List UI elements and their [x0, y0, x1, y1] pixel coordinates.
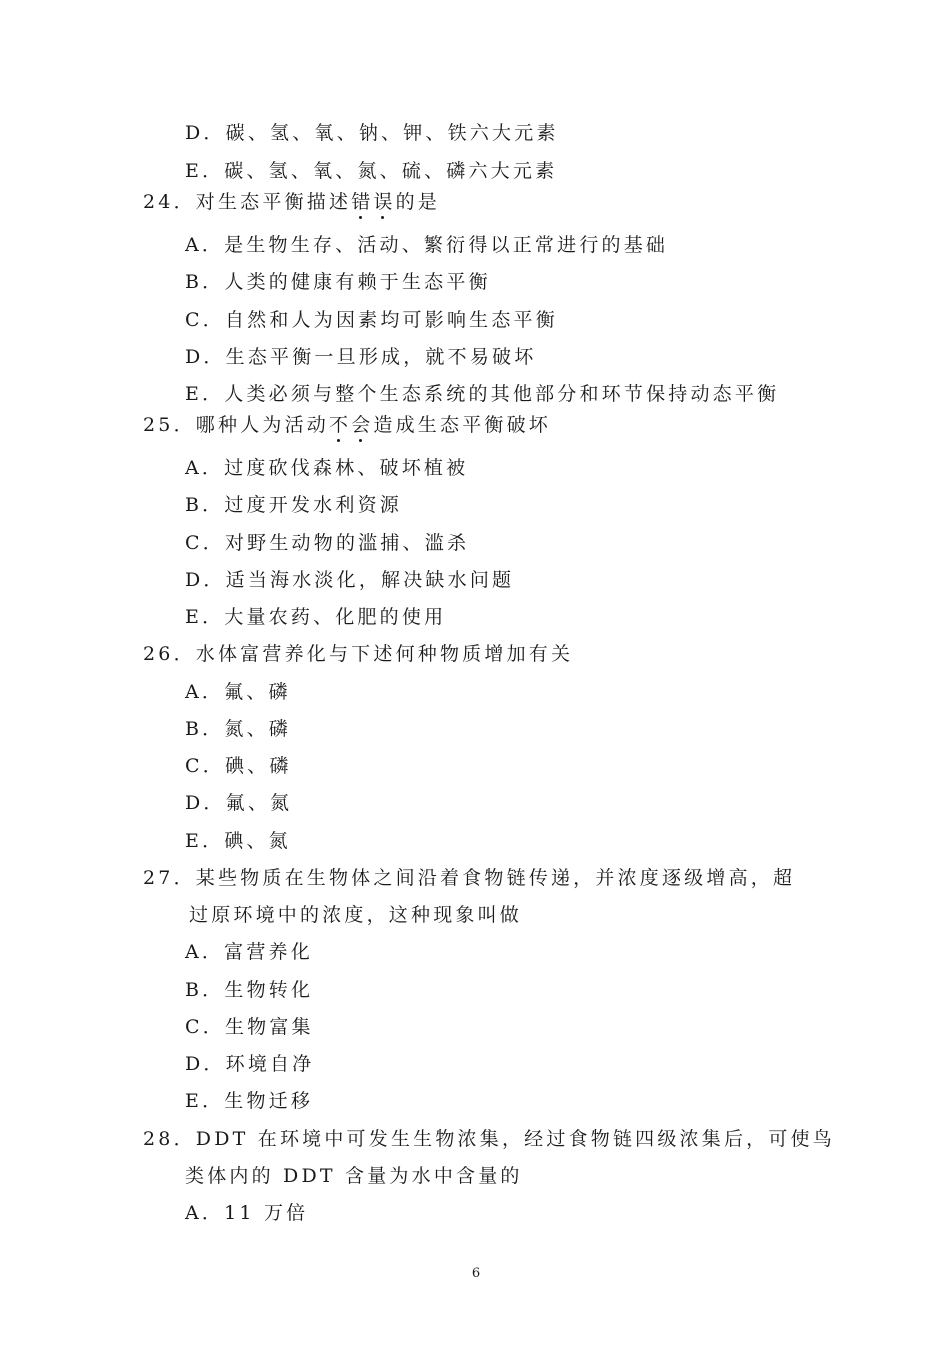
q27-option-a: A．富营养化 [185, 941, 313, 963]
q28-stem-line-2: 类体内的 DDT 含量为水中含量的 [185, 1165, 523, 1187]
q23-option-d: D．碳、氢、氧、钠、钾、铁六大元素 [185, 122, 559, 144]
q24-stem-text-end: 的是 [395, 191, 440, 213]
q27-option-e: E．生物迁移 [185, 1090, 314, 1112]
q24-option-c: C．自然和人为因素均可影响生态平衡 [185, 309, 558, 331]
q25-emphasis-char-2: 会 [351, 414, 374, 436]
q27-option-b: B．生物转化 [185, 979, 314, 1001]
q26-option-e: E．碘、氮 [185, 830, 291, 852]
q26-option-b: B．氮、磷 [185, 718, 291, 740]
page-number: 6 [471, 1266, 481, 1281]
q26-stem: 26．水体富营养化与下述何种物质增加有关 [143, 643, 574, 665]
q27-option-d: D．环境自净 [185, 1053, 315, 1075]
q24-option-a: A．是生物生存、活动、繁衍得以正常进行的基础 [185, 234, 669, 256]
q25-option-d: D．适当海水淡化，解决缺水问题 [185, 569, 515, 591]
q24-option-d: D．生态平衡一旦形成，就不易破坏 [185, 346, 537, 368]
q28-option-a: A．11 万倍 [185, 1202, 309, 1224]
q27-option-c: C．生物富集 [185, 1016, 314, 1038]
q27-stem-line-1: 27．某些物质在生物体之间沿着食物链传递，并浓度逐级增高，超 [143, 867, 796, 889]
q25-option-c: C．对野生动物的滥捕、滥杀 [185, 532, 470, 554]
q23-option-e: E．碳、氢、氧、氮、硫、磷六大元素 [185, 160, 558, 182]
q24-stem [143, 191, 440, 213]
q26-option-c: C．碘、磷 [185, 755, 292, 777]
q24-emphasis-char-2: 误 [373, 191, 396, 213]
q24-emphasis-char-1: 错 [351, 191, 374, 213]
q25-option-e: E．大量农药、化肥的使用 [185, 606, 447, 628]
q26-option-a: A．氟、磷 [185, 681, 291, 703]
q25-option-b: B．过度开发水利资源 [185, 494, 402, 516]
q25-stem-text-end: 造成生态平衡破坏 [373, 414, 551, 436]
q27-stem-line-2: 过原环境中的浓度，这种现象叫做 [189, 904, 523, 926]
q24-option-b: B．人类的健康有赖于生态平衡 [185, 271, 491, 293]
q24-stem-text: 24．对生态平衡描述 [143, 191, 352, 213]
q25-option-a: A．过度砍伐森林、破坏植被 [185, 457, 469, 479]
q26-option-d: D．氟、氮 [185, 792, 293, 814]
q25-emphasis-char-1: 不 [328, 414, 352, 436]
q28-stem-line-1: 28．DDT 在环境中可发生生物浓集，经过食物链四级浓集后，可使鸟 [143, 1128, 835, 1150]
q25-stem-text: 25．哪种人为活动 [143, 414, 329, 436]
q25-stem [143, 414, 551, 436]
q24-option-e: E．人类必须与整个生态系统的其他部分和环节保持动态平衡 [185, 383, 780, 405]
